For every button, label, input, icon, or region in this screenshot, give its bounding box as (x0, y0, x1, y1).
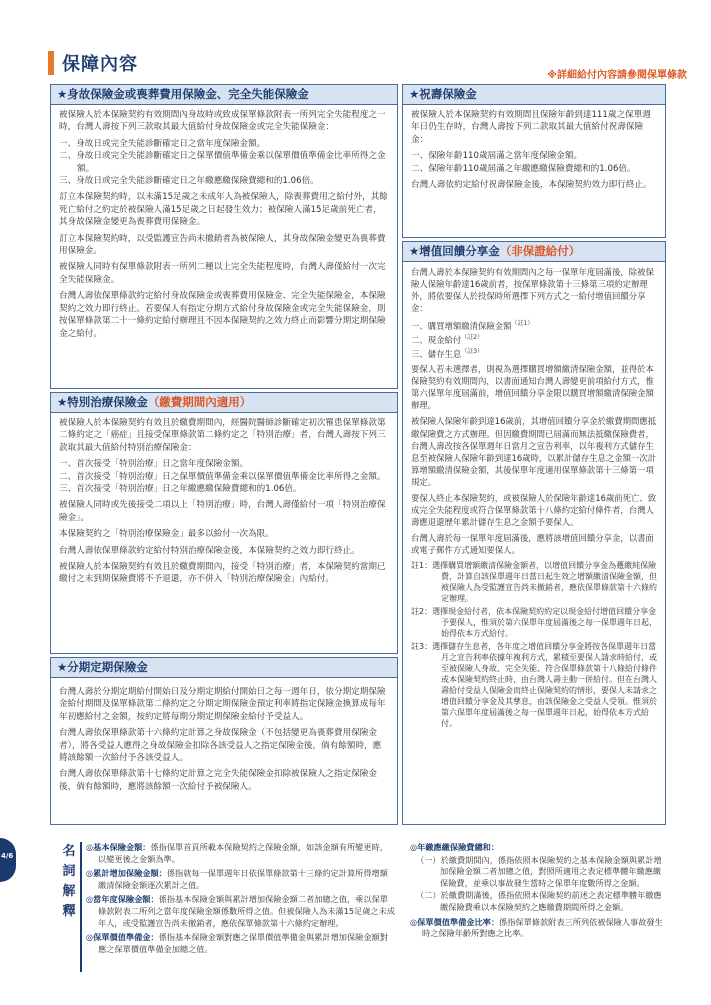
glossary-term: ◎累計增加保險金額： (86, 868, 167, 879)
list-item-text: 三、儲存生息 (411, 348, 462, 359)
bonus-section (402, 241, 666, 825)
footnote: 註2：選擇現金給付者，依本保險契約約定以現金給付增值回饋分享金予要保人，惟須於第六保單年度屆滿後之每一保單週年日起，始得依本方式給付。 (411, 607, 657, 639)
section-title: ★身故保險金或喪葬費用保險金、完全失能保險金 (51, 85, 397, 105)
list-item: 一、首次接受「特別治療」日之當年度保險金額。 (59, 459, 249, 470)
death-benefit-section (50, 84, 398, 389)
paragraph: 被保險人同時或先後接受二項以上「特別治療」時，台灣人壽僅給付一項「特別治療保險金」。 (59, 500, 386, 523)
glossary-def: 係指基本保險金額對應之保單價值準備金與累計增加保險金額對應之保單價值準備金加總之值。 (98, 932, 388, 954)
title-accent-bar (48, 51, 54, 75)
section-title-text: ★增值回饋分享金 (409, 244, 500, 258)
section-title: ★分期定期保險金 (51, 658, 397, 678)
list-item: 三、身故日或完全失能診斷確定日之年繳應繳保險費總和的1.06倍。 (59, 176, 319, 187)
page-tab (0, 838, 16, 882)
list-item: 二、身故日或完全失能診斷確定日之保單價值準備金乘以保單價值準備金比率所得之金額。 (59, 151, 386, 174)
glossary-label-char: 解 (62, 884, 76, 899)
paragraph: 台灣人壽依保單條款第十七條約定計算之完全失能保險金扣除被保險人之指定保險金後，倘有餘額時，應將該餘額一次給付予被保險人。 (59, 769, 377, 792)
glossary-entry (86, 868, 396, 891)
paragraph: 被保險人同時有保單條款附表一所列二種以上完全失能程度時，台灣人壽僅給付一次完全失能保險金。 (59, 262, 386, 285)
paragraph: 台灣人壽依約定給付祝壽保險金後，本保險契約效力即行終止。 (411, 180, 652, 191)
footnote: 註3：選擇儲存生息者，各年度之增值回饋分享金將按各保單週年日當月之宣告利率依據年複利方式，累積至要保人請求時給付，或至被保險人身故、完全失能、符合保單條款第十八條給付條件或本保險契約終止時，由台灣人壽主動一併給付。但在台灣人壽給付受益人保險金而終止保險契約的情形，要保人未請求之增值回饋分享金及其孳息，由該保險金之受益人受領。惟須於第六保單年度屆滿後之每一保單週年日起，始得依本方式給付。 (411, 642, 657, 729)
glossary-subentry: （二）於繳費期滿後，係指依照本保險契約前述之表定標準體年繳應繳保險費乘以本保險契約之應繳費期間所得之金額。 (416, 890, 662, 912)
glossary-term: ◎保單價值準備金比率： (410, 916, 500, 927)
longevity-section (402, 84, 666, 238)
paragraph: 訂立本保險契約時，以未滿15足歲之未成年人為被保險人，除喪葬費用之給付外，其餘死亡給付之約定於被保險人滿15足歲之日起發生效力；被保險人滿15足歲前死亡者，其身故保險金變更為喪葬費用保險金。 (59, 192, 388, 228)
glossary-right (410, 842, 666, 943)
installment-section (50, 657, 398, 825)
list-item: 二、首次接受「特別治療」日之保單價值準備金乘以保單價值準備金比率所得之金額。 (59, 471, 386, 482)
list-item (411, 332, 657, 346)
special-treatment-section (50, 392, 398, 654)
footnote: 註1：選擇購買增額繳清保險金額者，以增值回饋分享金為躉繳純保險費，計算自該保單週年日當日起生效之增額繳清保險金額，但被保險人為受監護宣告尚未撤銷者，應依保單條款第十六條約定辦理。 (411, 561, 657, 604)
section-title-highlight: （非保證給付） (499, 244, 581, 258)
glossary-subentry: （一）於繳費期間內，係指依照本保險契約之基本保險金額與累計增加保險金額二者加總之值，對照所適用之表定標準體年繳應繳保險費，並乘以事故發生當時之保單年度數所得之金額。 (416, 854, 662, 888)
paragraph: 台灣人壽於本保險契約有效期間內之每一保單年度屆滿後，除被保險人保險年齡達16歲前者，按保單條款第十三條第三項約定辦理外，將依要保人於投保時所選擇下列方式之一給付增值回饋分享金： (411, 267, 654, 314)
section-title (403, 242, 665, 262)
list-item: 二、保險年齡110歲屆滿之年繳應繳保險費總和的1.06倍。 (411, 163, 636, 174)
glossary-term: ◎年繳應繳保險費總和： (410, 842, 500, 852)
glossary-term: ◎當年度保險金額： (86, 894, 159, 905)
section-title-text: ★特別治療保險金 (57, 395, 148, 409)
glossary-entry (86, 932, 396, 955)
glossary-term: ◎基本保險金額： (86, 842, 151, 852)
list-item (411, 318, 657, 332)
paragraph: 台灣人壽依保單條款約定給付特別治療保險金後，本保險契約之效力即行終止。 (59, 545, 360, 556)
paragraph: 台灣人壽於分期定期給付開始日及分期定期給付開始日之每一週年日，依分期定期保險金給付期間及保單條款第二條約定之分期定期保險金預定利率將指定保險金換算成每年年初應給付之金額，按約定將每期分期定期保險金給付予受益人。 (59, 687, 386, 722)
glossary-label-char: 名 (62, 844, 76, 859)
glossary-term: ◎保單價值準備金： (86, 932, 159, 943)
footnote-ref: （註2） (461, 334, 484, 342)
glossary-entry (86, 842, 396, 865)
list-item: 一、保險年齡110歲屆滿之當年度保險金額。 (411, 151, 583, 162)
list-item (411, 346, 657, 360)
glossary-label-char: 釋 (62, 904, 76, 919)
glossary-entry (410, 917, 666, 940)
paragraph: 被保險人保險年齡到達16歲前，其增值回饋分享金於繳費期間應抵繳保險費之方式辦理。但因繳費期間已屆滿而無法抵繳保險費者，台灣人壽改按各保單週年日當月之宣告利率，以年複利方式儲存生息至被保險人保險年齡到達16歲時，以累計儲存生息之金額一次計算增額繳清保險金額，其後保單年度適用保單條款第十三條第一項規定。 (411, 416, 657, 487)
paragraph: 本保險契約之「特別治療保險金」最多以給付一次為限。 (59, 529, 274, 540)
paragraph: 被保險人於本保險契約有效且於繳費期間內，經醫院醫師診斷確定初次罹患保單條款第二條約定之「癌症」且接受保單條款第二條約定之「特別治療」者，台灣人壽按下列三款取其最大值給付特別治療保險金： (59, 418, 386, 453)
glossary-def: 係指就每一保單週年日依保單條款第十三條約定計算所得增額繳清保險金額逐次累計之值。 (98, 868, 388, 890)
glossary-def: 係指保單首頁所載本保險契約之保險金額，如該金額有所變更時，以變更後之金額為準。 (98, 842, 388, 864)
glossary-label-char: 詞 (62, 864, 76, 879)
paragraph: 要保人若未選擇者，則視為選擇購買增額繳清保險金額，並得於本保險契約有效期間內，以書面通知台灣人壽變更前項給付方式，惟第六保單年度屆滿前，增值回饋分享金限以購買增額繳清保險金額辦理。 (411, 364, 654, 411)
list-item: 一、身故日或完全失能診斷確定日之當年度保險金額。 (59, 138, 266, 149)
glossary-left (86, 842, 396, 958)
list-item: 三、首次接受「特別治療」日之年繳應繳保險費總和的1.06倍。 (59, 484, 302, 495)
page-title: 保障內容 (62, 54, 138, 75)
paragraph: 台灣人壽依保單條款約定給付身故保險金或喪葬費用保險金、完全失能保險金，本保險契約之效力即行終止。若要保人有指定分期方式給付身故保險金或完全失能保險金，則按保單條款第二十一條約定給付辦理且不因本保險契約之效力終止而影響分期定期保險金之給付。 (59, 291, 386, 339)
footnote-ref: （註3） (461, 348, 484, 356)
glossary-label (62, 842, 76, 922)
page-number: 4/6 (1, 852, 14, 860)
paragraph: 台灣人壽依保單條款第十六條約定計算之身故保險金（不包括變更為喪葬費用保險金者），將各受益人應得之身故保險金扣除各該受益人之指定保險金後，倘有餘額時，應將該餘額一次給付予各該受益人。 (59, 728, 382, 764)
paragraph: 要保人終止本保險契約，或被保險人於保險年齡達16歲前死亡、致成完全失能程度或符合保單條款第十八條約定給付條件者，台灣人壽應退還歷年累計儲存生息之金額予要保人。 (411, 492, 657, 528)
paragraph: 被保險人於本保險契約有效且於繳費期間內，接受「特別治療」者，本保險契約當期已繳付之未到期保險費將不予退還，亦不併入「特別治療保險金」內給付。 (59, 562, 386, 585)
paragraph: 訂立本保險契約時，以受監護宣告尚未撤銷者為被保險人，其身故保險金變更為喪葬費用保險金。 (59, 233, 386, 257)
section-title (51, 393, 397, 413)
paragraph: 被保險人於本保險契約有效期間內身故時或致成保單條款附表一所列完全失能程度之一時，台灣人壽按下列三款取其最大值給付身故保險金或完全失能保險金： (59, 110, 386, 133)
paragraph: 被保險人於本保險契約有效期間且保險年齡到達111歲之保單週年日仍生存時，台灣人壽按下列二款取其最大值給付祝壽保險金： (411, 110, 651, 145)
glossary-divider (80, 842, 82, 972)
paragraph: 台灣人壽於每一保單年度屆滿後，應將該增值回饋分享金，以書面或電子郵件方式通知要保人。 (411, 533, 654, 556)
glossary-def: 係指保單條款附表三所列依被保險人事故發生時之保險年齡所對應之比率。 (422, 916, 663, 939)
glossary-entry (86, 894, 396, 929)
list-item-text: 二、現金給付 (411, 335, 462, 346)
list-item-text: 一、購買增額繳清保險金額 (411, 321, 512, 332)
section-title: ★祝壽保險金 (403, 85, 665, 105)
footnote-ref: （註1） (511, 320, 534, 328)
policy-note: ※詳細給付內容請參閱保單條款 (547, 70, 687, 81)
glossary-entry (410, 842, 666, 854)
glossary-def: 係指基本保險金額與累計增加保險金額二者加總之值，乘以保單條款附表二所列之當年度保險金額係數所得之值。但被保險人為未滿15足歲之未成年人，或受監護宣告尚未撤銷者，應依保單條款第十六條約定辦理。 (98, 894, 395, 928)
section-title-highlight: （繳費期間內適用） (147, 395, 252, 409)
